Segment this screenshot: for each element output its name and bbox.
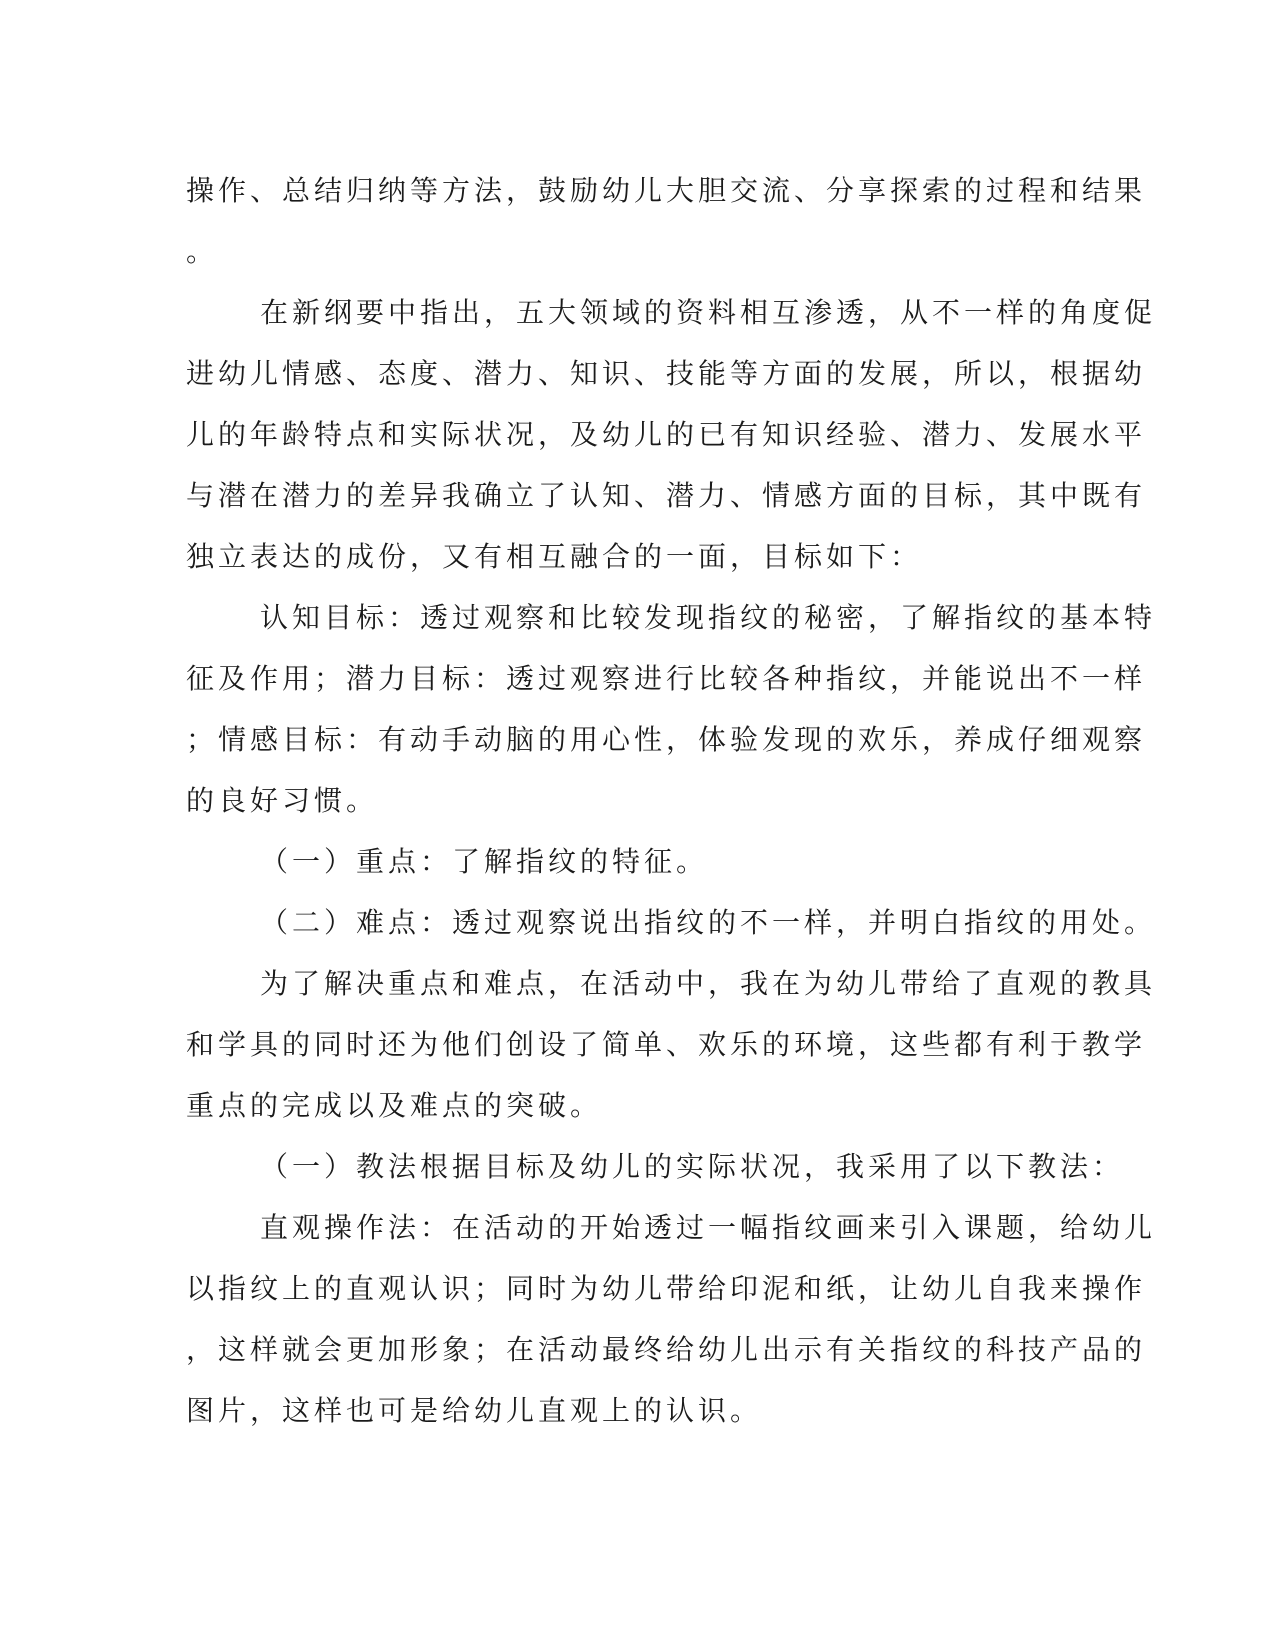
- text-line: （二）难点：透过观察说出指纹的不一样，并明白指纹的用处。: [260, 906, 1157, 939]
- text-line: （一）教法根据目标及幼儿的实际状况，我采用了以下教法：: [260, 1150, 1125, 1183]
- text-line: 重点的完成以及难点的突破。: [186, 1089, 603, 1122]
- text-line: 独立表达的成份，又有相互融合的一面，目标如下：: [186, 540, 923, 573]
- text-line: 图片，这样也可是给幼儿直观上的认识。: [186, 1394, 763, 1427]
- text-line: 操作、总结归纳等方法，鼓励幼儿大胆交流、分享探索的过程和结果: [186, 174, 1147, 207]
- text-line: ；情感目标：有动手动脑的用心性，体验发现的欢乐，养成仔细观察: [186, 723, 1147, 756]
- text-line: 以指纹上的直观认识；同时为幼儿带给印泥和纸，让幼儿自我来操作: [186, 1272, 1147, 1305]
- text-line: 的良好习惯。: [186, 784, 379, 817]
- text-line: ，这样就会更加形象；在活动最终给幼儿出示有关指纹的科技产品的: [186, 1333, 1147, 1366]
- text-line: 与潜在潜力的差异我确立了认知、潜力、情感方面的目标，其中既有: [186, 479, 1147, 512]
- text-line: 。: [186, 235, 219, 268]
- text-line: 为了解决重点和难点，在活动中，我在为幼儿带给了直观的教具: [260, 967, 1157, 1000]
- text-line: 进幼儿情感、态度、潜力、知识、技能等方面的发展，所以，根据幼: [186, 357, 1147, 390]
- text-line: 认知目标：透过观察和比较发现指纹的秘密，了解指纹的基本特: [260, 601, 1157, 634]
- body-text: [186, 160, 1157, 1441]
- text-line: 在新纲要中指出，五大领域的资料相互渗透，从不一样的角度促: [260, 296, 1157, 329]
- text-line: 和学具的同时还为他们创设了简单、欢乐的环境，这些都有利于教学: [186, 1028, 1147, 1061]
- text-line: （一）重点：了解指纹的特征。: [260, 845, 709, 878]
- text-line: 征及作用；潜力目标：透过观察进行比较各种指纹，并能说出不一样: [186, 662, 1147, 695]
- text-line: 儿的年龄特点和实际状况，及幼儿的已有知识经验、潜力、发展水平: [186, 418, 1147, 451]
- text-line: 直观操作法：在活动的开始透过一幅指纹画来引入课题，给幼儿: [260, 1211, 1157, 1244]
